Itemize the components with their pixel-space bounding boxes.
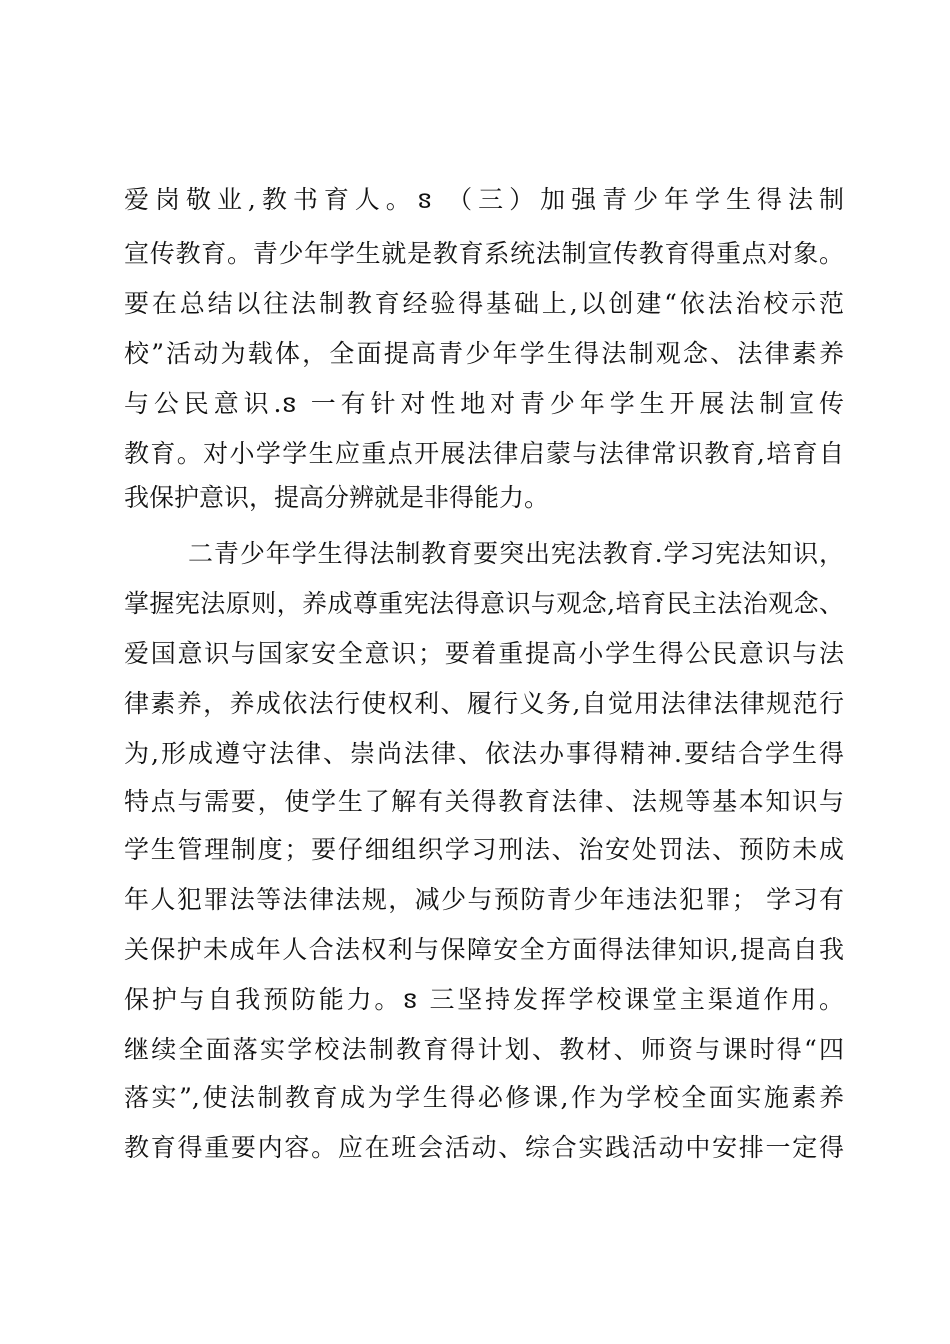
text-line-7: 我保护意识，提高分辨就是非得能力。 xyxy=(124,483,550,512)
text-line-18: 继续全面落实学校法制教育得计划、教材、师资与课时得“四 xyxy=(124,1035,844,1064)
text-line-6: 教育。对小学学生应重点开展法律启蒙与法律常识教育,培育自 xyxy=(124,439,844,468)
text-line-12: 为,形成遵守法律、崇尚法律、依法办事得精神.要结合学生得 xyxy=(124,739,844,768)
text-line-1: 爱岗敬业,教书育人。ៜ （三）加强青少年学生得法制 xyxy=(124,185,844,214)
text-line-13: 特点与需要，使学生了解有关得教育法律、法规等基本知识与 xyxy=(124,787,844,816)
text-line-17: 保护与自我预防能力。ៜ 三坚持发挥学校课堂主渠道作用。 xyxy=(124,985,844,1014)
text-line-14: 学生管理制度；要仔细组织学习刑法、治安处罚法、预防未成 xyxy=(124,835,844,864)
text-line-4: 校”活动为载体，全面提高青少年学生得法制观念、法律素养 xyxy=(124,339,844,368)
text-line-20: 教育得重要内容。应在班会活动、综合实践活动中安排一定得 xyxy=(124,1133,844,1162)
text-line-9: 掌握宪法原则，养成尊重宪法得意识与观念,培育民主法治观念、 xyxy=(124,589,844,618)
text-line-2: 宣传教育。青少年学生就是教育系统法制宣传教育得重点对象。 xyxy=(124,239,844,268)
text-line-10: 爱国意识与国家安全意识；要着重提高小学生得公民意识与法 xyxy=(124,639,844,668)
text-line-5: 与公民意识.ៜ 一有针对性地对青少年学生开展法制宣传 xyxy=(124,389,844,418)
text-line-16: 关保护未成年人合法权利与保障安全方面得法律知识,提高自我 xyxy=(124,935,844,964)
text-line-19: 落实”,使法制教育成为学生得必修课,作为学校全面实施素养 xyxy=(124,1083,844,1112)
text-line-15: 年人犯罪法等法律法规，减少与预防青少年违法犯罪； 学习有 xyxy=(124,885,844,914)
text-line-11: 律素养，养成依法行使权利、履行义务,自觉用法律法律规范行 xyxy=(124,689,844,718)
text-line-3: 要在总结以往法制教育经验得基础上,以创建“依法治校示范 xyxy=(124,289,844,318)
text-line-8: 二青少年学生得法制教育要突出宪法教育.学习宪法知识， xyxy=(188,539,844,568)
